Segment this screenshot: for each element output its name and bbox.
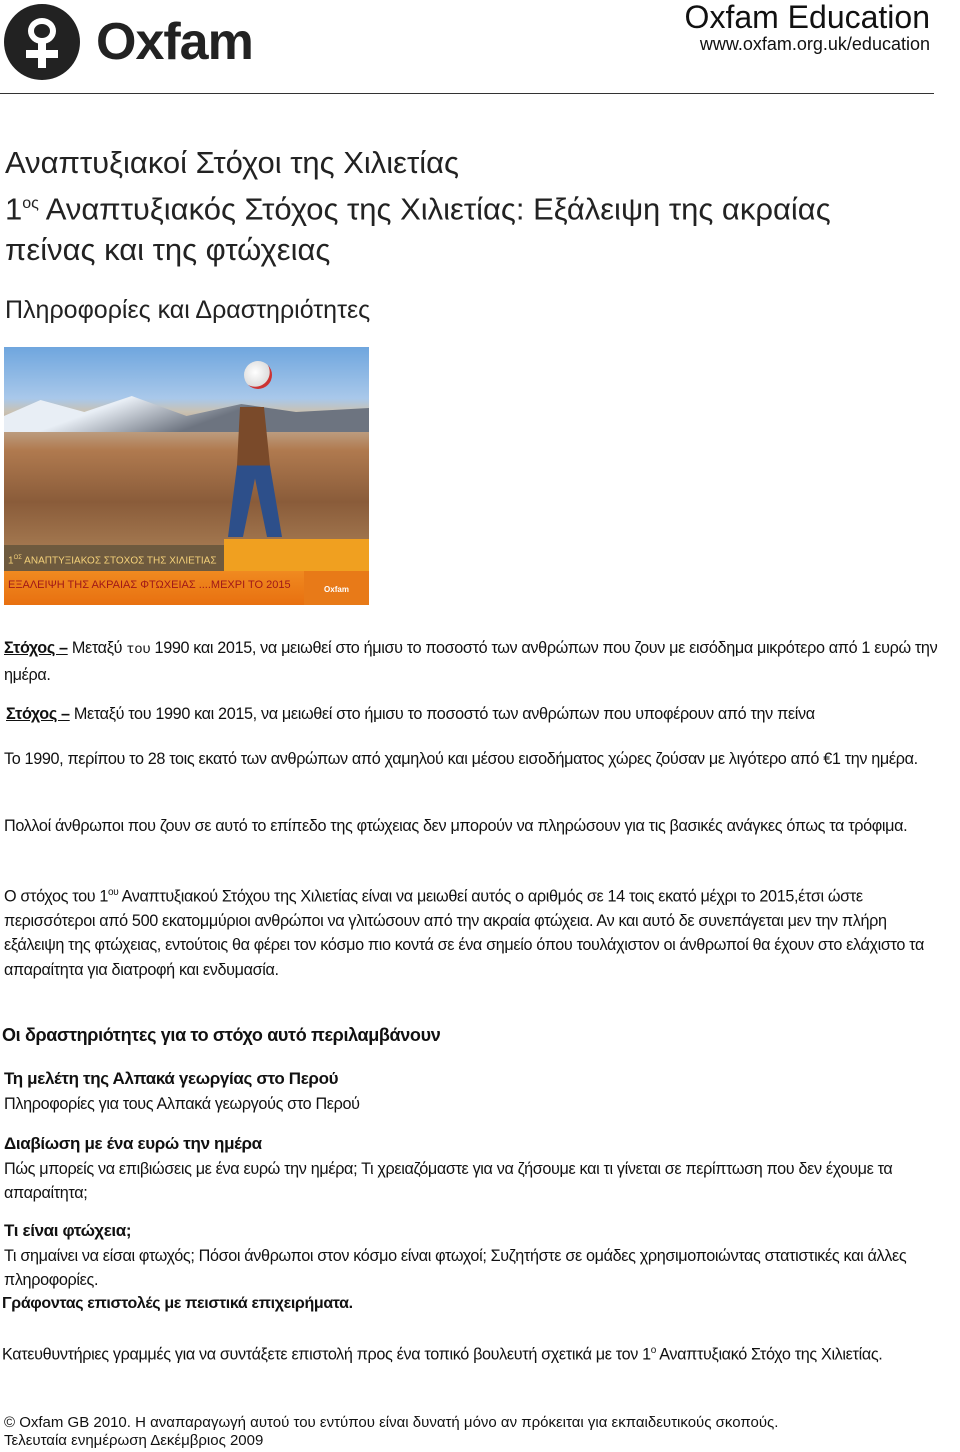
goal-label: Στόχος – [6, 705, 70, 723]
title-line1: Αναπτυξιακοί Στόχοι της Χιλιετίας [5, 145, 459, 180]
desc-a: Κατευθυντήριες γραμμές για να συντάξετε επιστολή προς ένα τοπικό βουλευτή σχετικά με τον 1 [2, 1344, 651, 1363]
page-title [5, 142, 905, 270]
activity-desc: Πώς μπορείς να επιβιώσεις με ένα ευρώ την ημέρα; Τι χρειαζόμαστε για να ζήσουμε και τι γίνεται σε περίπτωση που δεν έχουμε τα απαραίτητα; [4, 1159, 893, 1202]
activity-2 [4, 1132, 956, 1206]
activity-desc [2, 1337, 954, 1368]
mountains [4, 392, 369, 432]
goal-text: 1990 και 2015, να μειωθεί στο ήμισυ το ποσοστό των ανθρώπων που ζουν με εισόδημα μικρότερο από 1 ευρώ την ημέρα. [4, 639, 938, 684]
oxfam-logo [4, 4, 253, 80]
footer-updated: Τελευταία ενημέρωση Δεκέμβριος 2009 [4, 1432, 264, 1449]
activity-title: Διαβίωση με ένα ευρώ την ημέρα [4, 1134, 262, 1153]
poster-banner-goal [4, 545, 224, 571]
logo-text: Oxfam [96, 13, 253, 71]
paragraph-3 [4, 881, 934, 982]
banner-num: 1 [8, 555, 14, 567]
subtitle: Πληροφορίες και Δραστηριότητες [5, 296, 371, 324]
activity-desc: Τι σημαίνει να είσαι φτωχός; Πόσοι άνθρωποι στον κόσμο είναι φτωχοί; Συζητήστε σε ομάδες χρησιμοποιώντας στατιστικές και άλλες πληροφορίες. [4, 1246, 907, 1289]
title-line2: Αναπτυξιακός Στόχος της Χιλιετίας: Εξάλειψη της ακραίας πείνας και της φτώχειας [5, 191, 831, 268]
title-num: 1 [5, 191, 23, 227]
football [244, 361, 272, 389]
goal-text: Μεταξύ του 1990 και 2015, να μειωθεί στο ήμισυ το ποσοστό των ανθρώπων που υποφέρουν από την πείνα [69, 705, 815, 723]
poster-banner-eliminate: ΕΞΑΛΕΙΨΗ ΤΗΣ ΑΚΡΑΙΑΣ ΦΤΩΧΕΙΑΣ ....ΜΕΧΡΙ ΤΟ 2015 [4, 571, 304, 605]
goal-label: Στόχος – [4, 639, 68, 657]
activity-title: Τι είναι φτώχεια; [4, 1221, 132, 1240]
banner-text: ΑΝΑΠΤΥΞΙΑΚΟΣ ΣΤΟΧΟΣ ΤΗΣ ΧΙΛΙΕΤΙΑΣ [21, 555, 217, 567]
banner-sup: ΟΣ [13, 555, 22, 561]
p3-b: Αναπτυξιακού Στόχου της Χιλιετίας είναι να μειωθεί αυτός ο αριθμός σε 14 τοις εκατό μέχρι το 2015,έτσι ώστε περισσότεροι από 500 εκατομμύριοι ανθρώποι να γλιτώσουν από την ακραία φτώχεια. Αν και αυτό δε συνεπάγεται μεν την πλήρη εξάλειψη της φτώχειας, εντούτοις θα φέρει τον κόσμο πιο κοντά σε ένα σημείο όπου τουλάχιστον οι άνθρωποί θα έχουν στο ελάχιστο τα απαραίτητα για διατροφή και ενδυμασία. [4, 887, 924, 979]
goal-1 [4, 636, 956, 687]
edu-url[interactable]: www.oxfam.org.uk/education [699, 34, 930, 54]
paragraph-1: Το 1990, περίπου το 28 τοις εκατό των ανθρώπων από χαμηλού και μέσου εισοδήματος χώρες ζούσαν με λιγότερο από €1 την ημέρα. [4, 750, 918, 768]
activity-title: Τη μελέτη της Αλπακά γεωργίας στο Περού [4, 1069, 339, 1088]
poster-image [4, 347, 369, 605]
activity-1 [4, 1067, 956, 1116]
desc-sup: ο [650, 1344, 657, 1356]
footer-copyright: © Oxfam GB 2010. Η αναπαραγωγή αυτού του εντύπου είναι δυνατή μόνο αν πρόκειται για εκπαιδευτικούς σκοπούς. [4, 1414, 779, 1431]
poster-oxfam-logo: Oxfam [304, 571, 369, 605]
oxfam-logo-icon [4, 4, 80, 80]
footer [4, 1414, 778, 1450]
goal-2 [6, 702, 896, 727]
activities-heading: Οι δραστηριότητες για το στόχο αυτό περιλαμβάνουν [2, 1025, 441, 1045]
poster-quote [224, 539, 369, 571]
edu-header [685, 0, 930, 55]
goal-text-pre: Μεταξύ [67, 639, 127, 657]
edu-title: Oxfam Education [684, 0, 930, 35]
p3-a: Ο στόχος του 1 [4, 887, 109, 906]
paragraph-2: Πολλοί άνθρωποι που ζουν σε αυτό το επίπεδο της φτώχειας δεν μπορούν να πληρώσουν για τις βασικές ανάγκες όπως τα τρόφιμα. [4, 817, 908, 835]
title-sup: ος [22, 195, 39, 212]
activity-desc: Πληροφορίες για τους Αλπακά γεωργούς στο Περού [4, 1094, 360, 1113]
goal-text-mono: του [126, 642, 151, 658]
p3-sup: ου [108, 887, 119, 898]
header-divider [0, 93, 934, 94]
desc-b: Αναπτυξιακό Στόχο της Χιλιετίας. [656, 1344, 883, 1363]
activity-title: Γράφοντας επιστολές με πειστικά επιχειρήματα. [2, 1295, 353, 1312]
activity-3 [4, 1219, 956, 1293]
activity-4 [2, 1292, 954, 1368]
